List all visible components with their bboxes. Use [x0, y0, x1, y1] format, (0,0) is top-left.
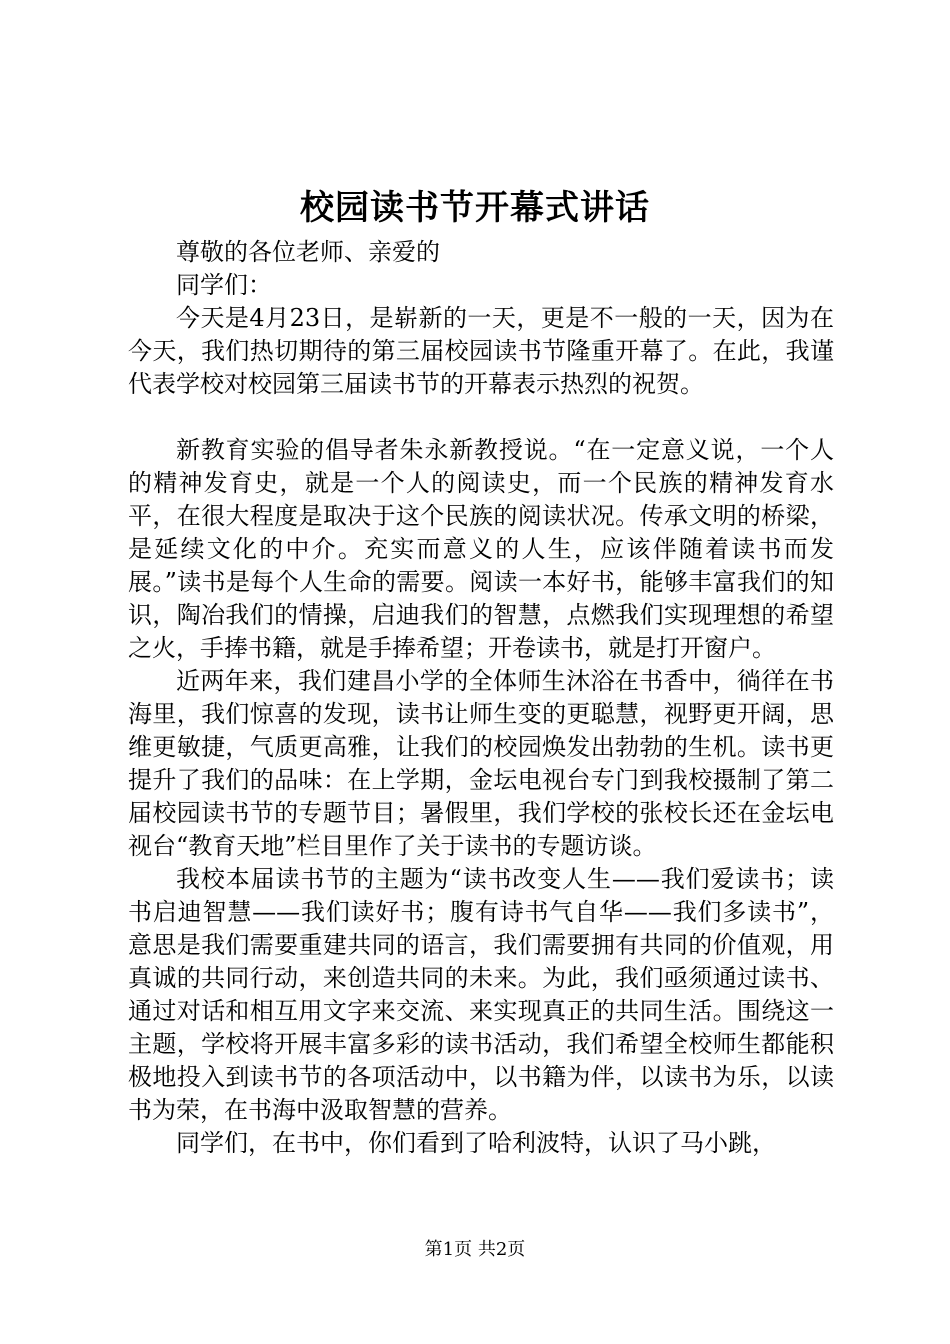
paragraph-school-reading: 近两年来，我们建昌小学的全体师生沐浴在书香中，徜徉在书海里，我们惊喜的发现，读书让师生变的更聪慧，视野更开阔，思维更敏捷，气质更高雅，让我们的校园焕发出勃勃的生机。读书更提升了我们的品味：在上学期，金坛电视台专门到我校摄制了第二届校园读书节的专题节目；暑假里，我们学校的张校长还在金坛电视台“教育天地”栏目里作了关于读书的专题访谈。: [128, 667, 834, 860]
paragraph-students: 同学们，在书中，你们看到了哈利波特，认识了马小跳，: [176, 1129, 776, 1157]
paragraph-theme: 我校本届读书节的主题为“读书改变人生——我们爱读书；读书启迪智慧——我们读好书；腹有诗书气自华——我们多读书”，意思是我们需要重建共同的语言，我们需要拥有共同的价值观，用真诚的共同行动，来创造共同的未来。为此，我们亟须通过读书、通过对话和相互用文字来交流、来实现真正的共同生活。围绕这一主题，学校将开展丰富多彩的读书活动，我们希望全校师生都能积极地投入到读书节的各项活动中，以书籍为伴，以读书为乐，以读书为荣，在书海中汲取智慧的营养。: [128, 865, 834, 1124]
salutation-line-2: 同学们：: [176, 271, 272, 299]
document-title: 校园读书节开幕式讲话: [300, 188, 650, 228]
salutation-line-1: 尊敬的各位老师、亲爱的: [176, 238, 440, 266]
paragraph-quote: 新教育实验的倡导者朱永新教授说。“在一定意义说，一个人的精神发育史，就是一个人的阅读史，而一个民族的精神发育水平，在很大程度是取决于这个民族的阅读状况。传承文明的桥梁，是延续文化的中介。充实而意义的人生，应该伴随着读书而发展。”读书是每个人生命的需要。阅读一本好书，能够丰富我们的知识，陶冶我们的情操，启迪我们的智慧，点燃我们实现理想的希望之火，手捧书籍，就是手捧希望；开卷读书，就是打开窗户。: [128, 436, 834, 662]
document-body: [128, 236, 834, 1160]
paragraph-opening: 今天是4月23日，是崭新的一天，更是不一般的一天，因为在今天，我们热切期待的第三届校园读书节隆重开幕了。在此，我谨代表学校对校园第三届读书节的开幕表示热烈的祝贺。: [128, 304, 834, 398]
page-footer: 第1页 共2页: [424, 1239, 526, 1260]
